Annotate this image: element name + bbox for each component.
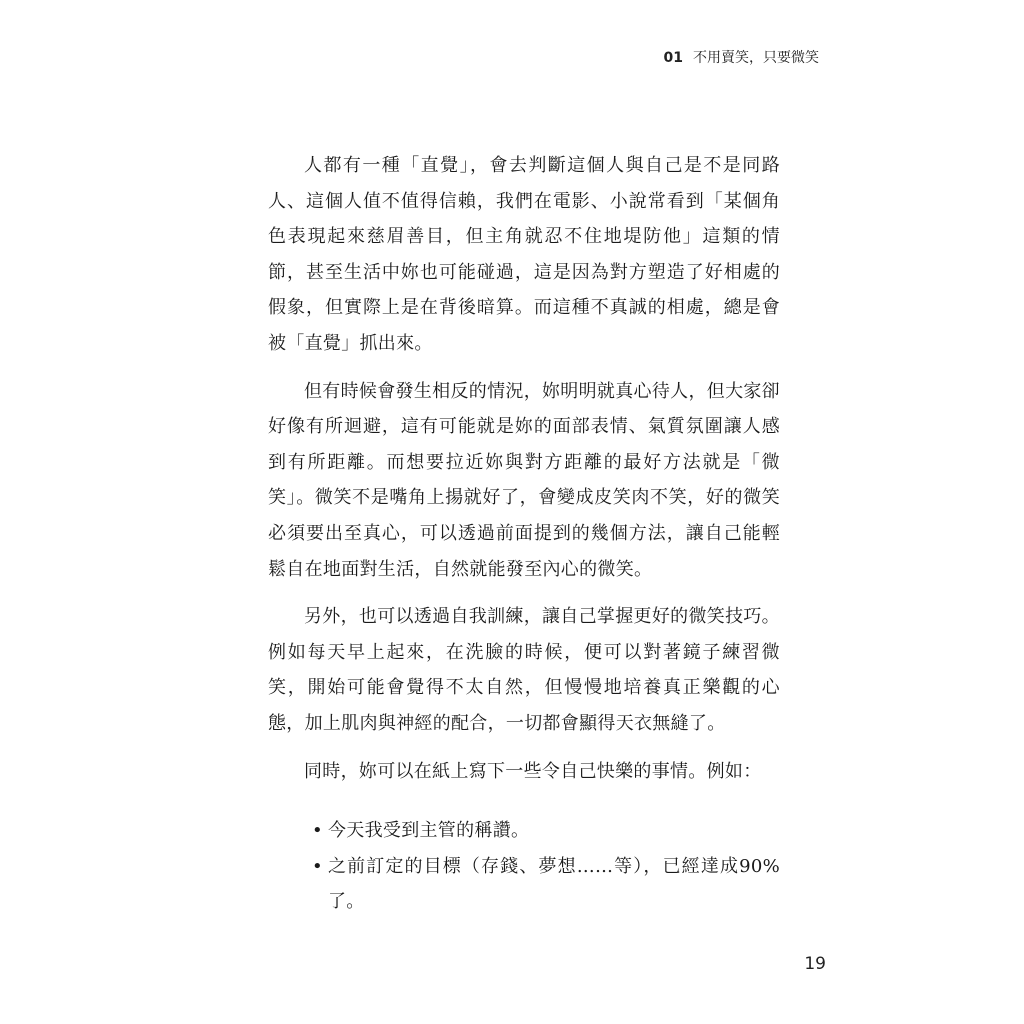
chapter-title: 不用賣笑，只要微笑 bbox=[693, 50, 819, 66]
paragraph: 但有時候會發生相反的情況，妳明明就真心待人，但大家卻好像有所迴避，這有可能就是妳的面部表情、氣質氛圍讓人感到有所距離。而想要拉近妳與對方距離的最好方法就是「微笑」。微笑不是嘴角上揚就好了，會變成皮笑肉不笑，好的微笑必須要出至真心，可以透過前面提到的幾個方法，讓自己能輕鬆自在地面對生活，自然就能發至內心的微笑。 bbox=[268, 380, 780, 580]
paragraph: 另外，也可以透過自我訓練，讓自己掌握更好的微笑技巧。例如每天早上起來，在洗臉的時候，便可以對著鏡子練習微笑，開始可能會覺得不太自然，但慢慢地培養真正樂觀的心態，加上肌肉與神經的配合，一切都會顯得天衣無縫了。 bbox=[268, 606, 780, 734]
page-number: 19 bbox=[804, 954, 826, 974]
chapter-number: 01 bbox=[663, 50, 683, 66]
bullet-list bbox=[268, 813, 780, 920]
bullet-item: • 之前訂定的目標（存錢、夢想……等），已經達成90%了。 bbox=[312, 849, 780, 920]
paragraph: 同時，妳可以在紙上寫下一些令自己快樂的事情。例如： bbox=[304, 760, 762, 782]
main-text bbox=[268, 148, 780, 920]
running-header bbox=[664, 47, 819, 67]
paragraph: 人都有一種「直覺」，會去判斷這個人與自己是不是同路人、這個人值不值得信賴，我們在電影、小說常看到「某個角色表現起來慈眉善目，但主角就忍不住地堤防他」這類的情節，甚至生活中妳也可能碰過，這是因為對方塑造了好相處的假象，但實際上是在背後暗算。而這種不真誠的相處，總是會被「直覺」抓出來。 bbox=[268, 155, 780, 354]
bullet-item: • 今天我受到主管的稱讚。 bbox=[312, 813, 780, 849]
